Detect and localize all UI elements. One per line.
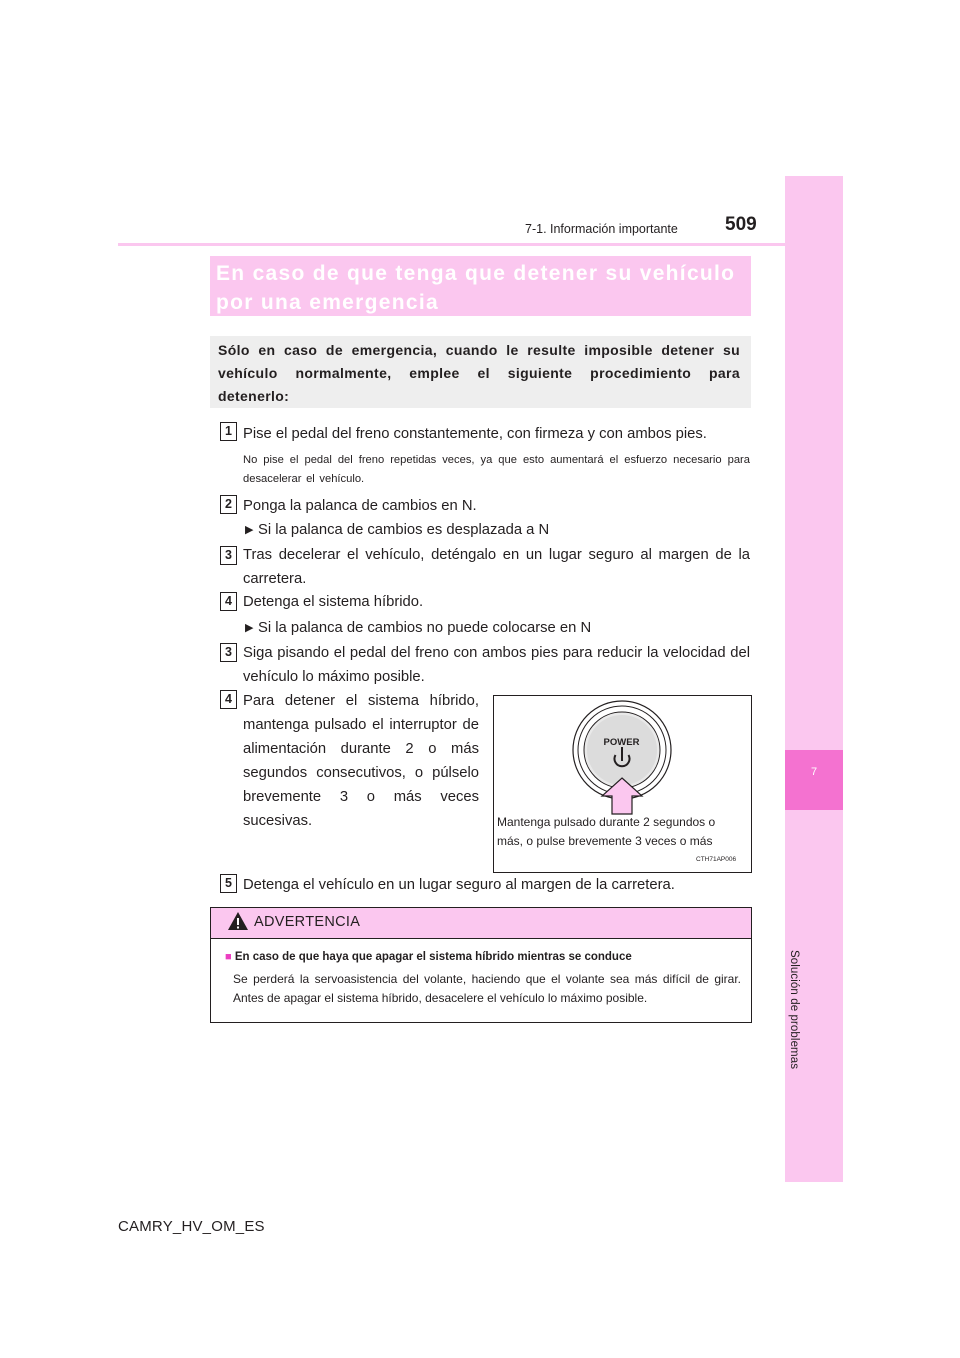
step-number: 1	[220, 422, 237, 441]
step-text: Siga pisando el pedal del freno con ambos pies para reducir la velocidad del vehículo lo máximo posible.	[243, 645, 750, 685]
page-title-line1: En caso de que tenga que detener su vehículo	[216, 262, 736, 285]
page-title-line2: por una emergencia	[216, 291, 439, 314]
warning-text: Se perderá la servoasistencia del volante, haciendo que el volante sea más difícil de girar. Antes de apagar el sistema híbrido, desacelere el vehículo lo máximo posible.	[233, 972, 741, 1005]
figure-caption-line2: más, o pulse brevemente 3 veces o más	[497, 834, 713, 848]
condition-text: Si la palanca de cambios es desplazada a N	[258, 522, 550, 538]
page-title	[216, 259, 751, 317]
step-text: Detenga el sistema híbrido.	[243, 594, 424, 610]
header-divider	[118, 243, 843, 246]
warning-title: ADVERTENCIA	[254, 914, 361, 930]
section-label: 7-1. Información importante	[525, 222, 678, 236]
step-number: 4	[220, 690, 237, 709]
chapter-number-block	[785, 750, 843, 810]
bullet-arrow-icon: ▶	[245, 622, 254, 634]
step-text: Pise el pedal del freno constantemente, con firmeza y con ambos pies.	[243, 426, 707, 442]
figure-caption-line1: Mantenga pulsado durante 2 segundos o	[497, 815, 716, 829]
warning-subtitle-text: En caso de que haya que apagar el sistema híbrido mientras se conduce	[234, 951, 632, 963]
figure-code: CTH71AP006	[696, 856, 737, 863]
step-text: Detenga el vehículo en un lugar seguro al margen de la carretera.	[243, 877, 675, 893]
power-button-label: POWER	[603, 737, 640, 748]
step-text: Ponga la palanca de cambios en N.	[243, 498, 477, 514]
step-number: 5	[220, 874, 237, 893]
step-note: No pise el pedal del freno repetidas veces, ya que esto aumentará el esfuerzo necesario para desacelerar el vehículo.	[243, 454, 750, 485]
step-number: 3	[220, 546, 237, 565]
intro-text: Sólo en caso de emergencia, cuando le resulte imposible detener su vehículo normalmente, emplee el siguiente procedimiento para detenerlo:	[218, 342, 740, 404]
square-bullet-icon: ■	[225, 951, 232, 963]
figure-caption	[497, 813, 747, 851]
step-number: 3	[220, 643, 237, 662]
step-text: Para detener el sistema híbrido, mantenga pulsado el interruptor de alimentación durante 2 o más segundos consecutivos, o púlselo brevemente 3 o más veces sucesivas.	[243, 693, 479, 829]
chapter-number: 7	[810, 766, 818, 778]
chapter-title: Solución de problemas	[788, 950, 800, 1070]
step-text: Tras decelerar el vehículo, deténgalo en un lugar seguro al margen de la carretera.	[243, 547, 750, 587]
page-number: 509	[725, 214, 757, 235]
condition-text: Si la palanca de cambios no puede colocarse en N	[258, 620, 592, 636]
step-number: 2	[220, 495, 237, 514]
step-number: 4	[220, 592, 237, 611]
warning-icon	[227, 911, 249, 931]
warning-subtitle	[225, 951, 632, 963]
footer-code: CAMRY_HV_OM_ES	[118, 1218, 265, 1235]
bullet-arrow-icon: ▶	[245, 524, 254, 536]
